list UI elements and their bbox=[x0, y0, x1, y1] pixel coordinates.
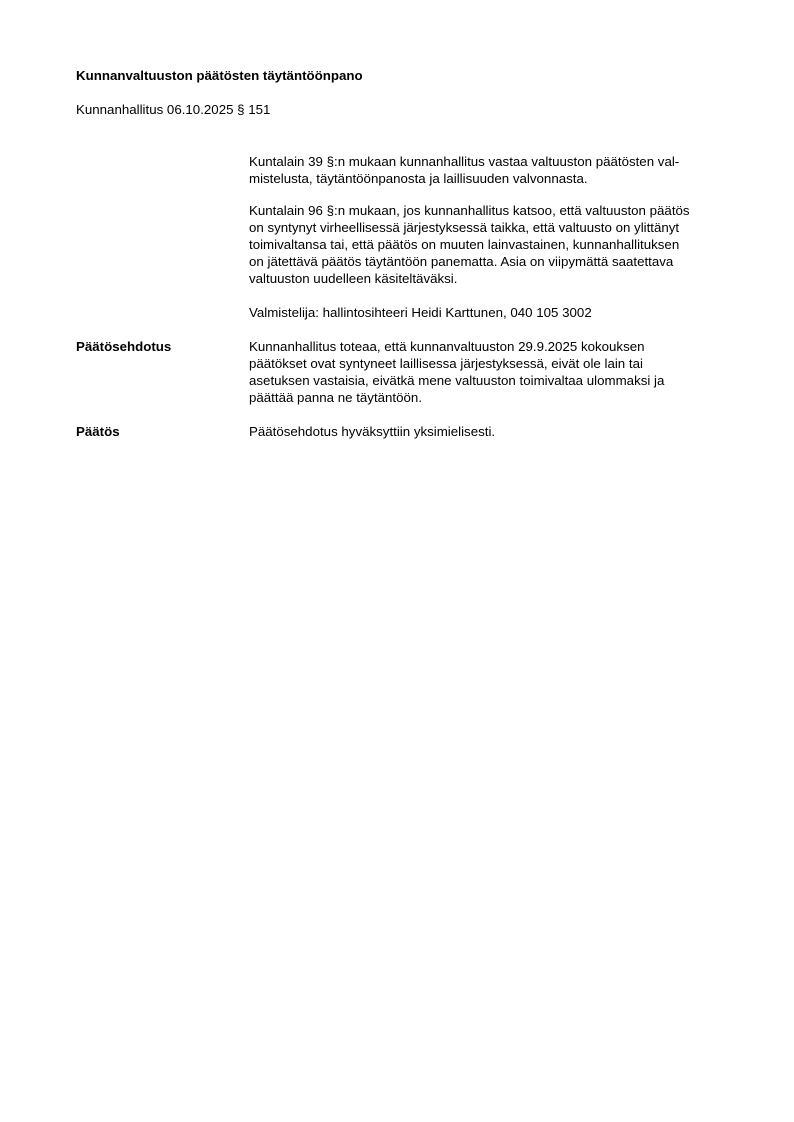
paragraph-kuntalaki-96 bbox=[249, 202, 744, 287]
text-line: Kuntalain 96 §:n mukaan, jos kunnanhallitus katsoo, että valtuuston päätös bbox=[249, 203, 690, 218]
document-title: Kunnanvaltuuston päätösten täytäntöönpano bbox=[76, 68, 363, 83]
decision-label: Päätös bbox=[76, 424, 120, 439]
text-line: on syntynyt virheellisessä järjestyksessä taikka, että valtuusto on ylittänyt bbox=[249, 220, 680, 235]
proposal-label: Päätösehdotus bbox=[76, 339, 172, 354]
text-line: Kuntalain 39 §:n mukaan kunnanhallitus vastaa valtuuston päätösten val- bbox=[249, 154, 680, 169]
paragraph-preparer bbox=[249, 304, 744, 321]
meeting-reference: Kunnanhallitus 06.10.2025 § 151 bbox=[76, 102, 271, 117]
text-line: Kunnanhallitus toteaa, että kunnanvaltuuston 29.9.2025 kokouksen bbox=[249, 339, 645, 354]
proposal-text bbox=[249, 338, 744, 406]
text-line: Päätösehdotus hyväksyttiin yksimielisesti. bbox=[249, 424, 496, 439]
text-line: päättää panna ne täytäntöön. bbox=[249, 390, 423, 405]
text-line: päätökset ovat syntyneet laillisessa järjestyksessä, eivät ole lain tai bbox=[249, 356, 643, 371]
paragraph-kuntalaki-39 bbox=[249, 153, 744, 187]
text-line: valtuuston uudelleen käsiteltäväksi. bbox=[249, 271, 458, 286]
decision-text bbox=[249, 423, 744, 440]
text-line: toimivaltansa tai, että päätös on muuten lainvastainen, kunnanhallituksen bbox=[249, 237, 680, 252]
text-line: on jätettävä päätös täytäntöön panematta. Asia on viipymättä saatettava bbox=[249, 254, 674, 269]
text-line: Valmistelija: hallintosihteeri Heidi Karttunen, 040 105 3002 bbox=[249, 305, 592, 320]
text-line: asetuksen vastaisia, eivätkä mene valtuuston toimivaltaa ulommaksi ja bbox=[249, 373, 665, 388]
text-line: mistelusta, täytäntöönpanosta ja laillisuuden valvonnasta. bbox=[249, 171, 588, 186]
